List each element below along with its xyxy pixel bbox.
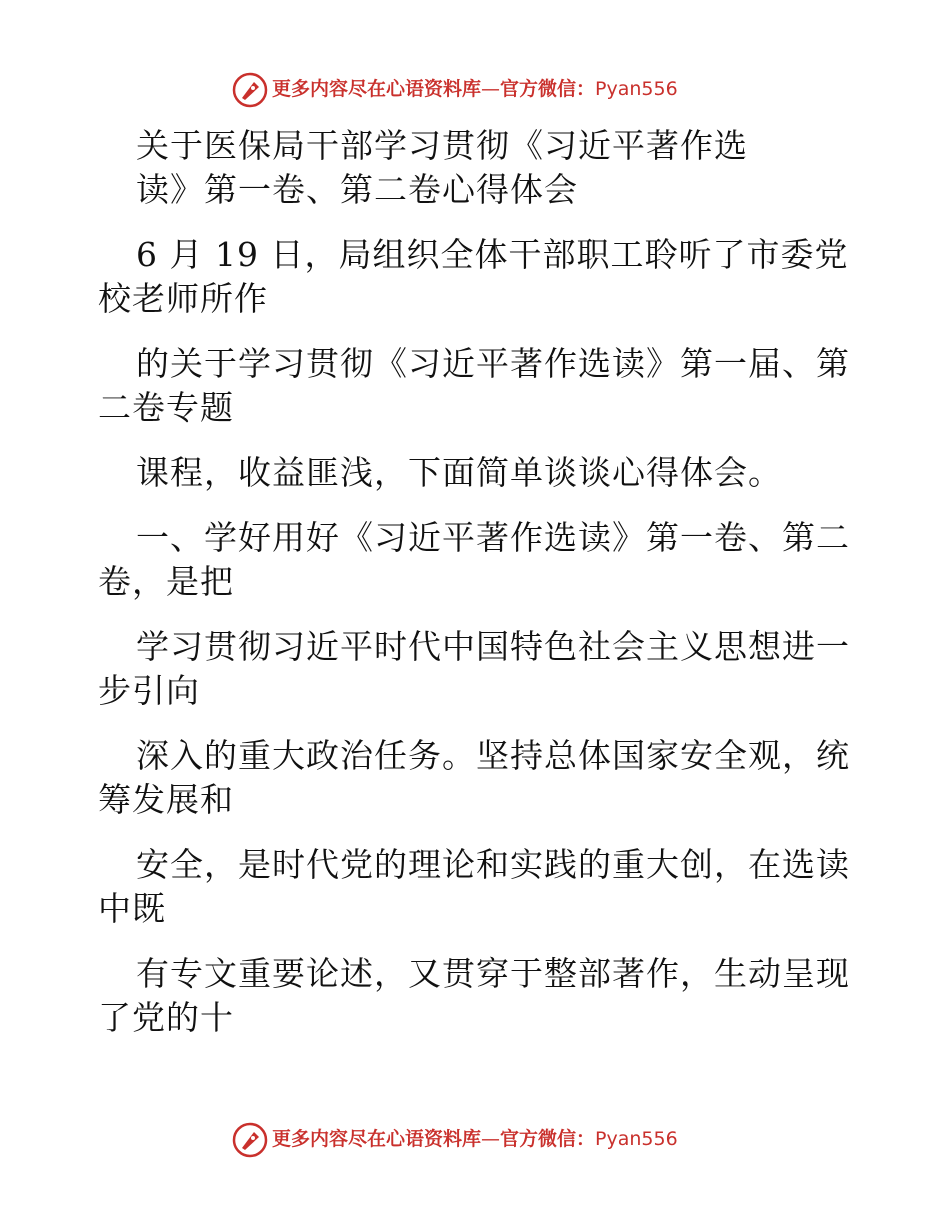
- paragraph-5-line-2: 步引向: [98, 671, 200, 710]
- document-title-line-2: 读》第一卷、第二卷心得体会: [136, 170, 578, 209]
- watermark-text: [272, 1126, 678, 1152]
- paragraph-5-line-1: 学习贯彻习近平时代中国特色社会主义思想进一: [136, 627, 850, 666]
- watermark-separator: —: [481, 1128, 501, 1150]
- paragraph-1-line-1: 6 月 19 日，局组织全体干部职工聆听了市委党: [136, 235, 849, 274]
- paragraph-4-line-2: 卷，是把: [98, 562, 234, 601]
- pen-nib-logo-icon: [232, 1122, 268, 1158]
- paragraph-2-line-1: 的关于学习贯彻《习近平著作选读》第一届、第: [136, 344, 850, 383]
- watermark-label: 官方微信：: [500, 78, 596, 100]
- document-body: [98, 122, 858, 1039]
- paragraph-3-line-1: 课程，收益匪浅，下面简单谈谈心得体会。: [136, 453, 782, 492]
- watermark-separator: —: [481, 78, 501, 100]
- document-title-line-1: 关于医保局干部学习贯彻《习近平著作选: [136, 126, 748, 165]
- paragraph-7-line-1: 安全，是时代党的理论和实践的重大创，在选读: [136, 845, 850, 884]
- paragraph-8-line-2: 了党的十: [98, 998, 234, 1037]
- pen-nib-logo-icon: [232, 72, 268, 108]
- watermark-site: 更多内容尽在心语资料库: [272, 1128, 482, 1150]
- watermark-text: [272, 76, 678, 102]
- paragraph-6-line-2: 筹发展和: [98, 780, 234, 819]
- paragraph-1-line-2: 校老师所作: [98, 279, 268, 318]
- watermark-account: Pyan556: [595, 1128, 678, 1150]
- footer-watermark: [0, 1120, 950, 1160]
- header-watermark: [0, 70, 950, 110]
- paragraph-7-line-2: 中既: [98, 889, 166, 928]
- paragraph-8-line-1: 有专文重要论述，又贯穿于整部著作，生动呈现: [136, 954, 850, 993]
- watermark-site: 更多内容尽在心语资料库: [272, 78, 482, 100]
- watermark-label: 官方微信：: [500, 1128, 596, 1150]
- watermark-account: Pyan556: [595, 78, 678, 100]
- paragraph-6-line-1: 深入的重大政治任务。坚持总体国家安全观，统: [136, 736, 850, 775]
- paragraph-4-line-1: 一、学好用好《习近平著作选读》第一卷、第二: [136, 518, 850, 557]
- paragraph-2-line-2: 二卷专题: [98, 388, 234, 427]
